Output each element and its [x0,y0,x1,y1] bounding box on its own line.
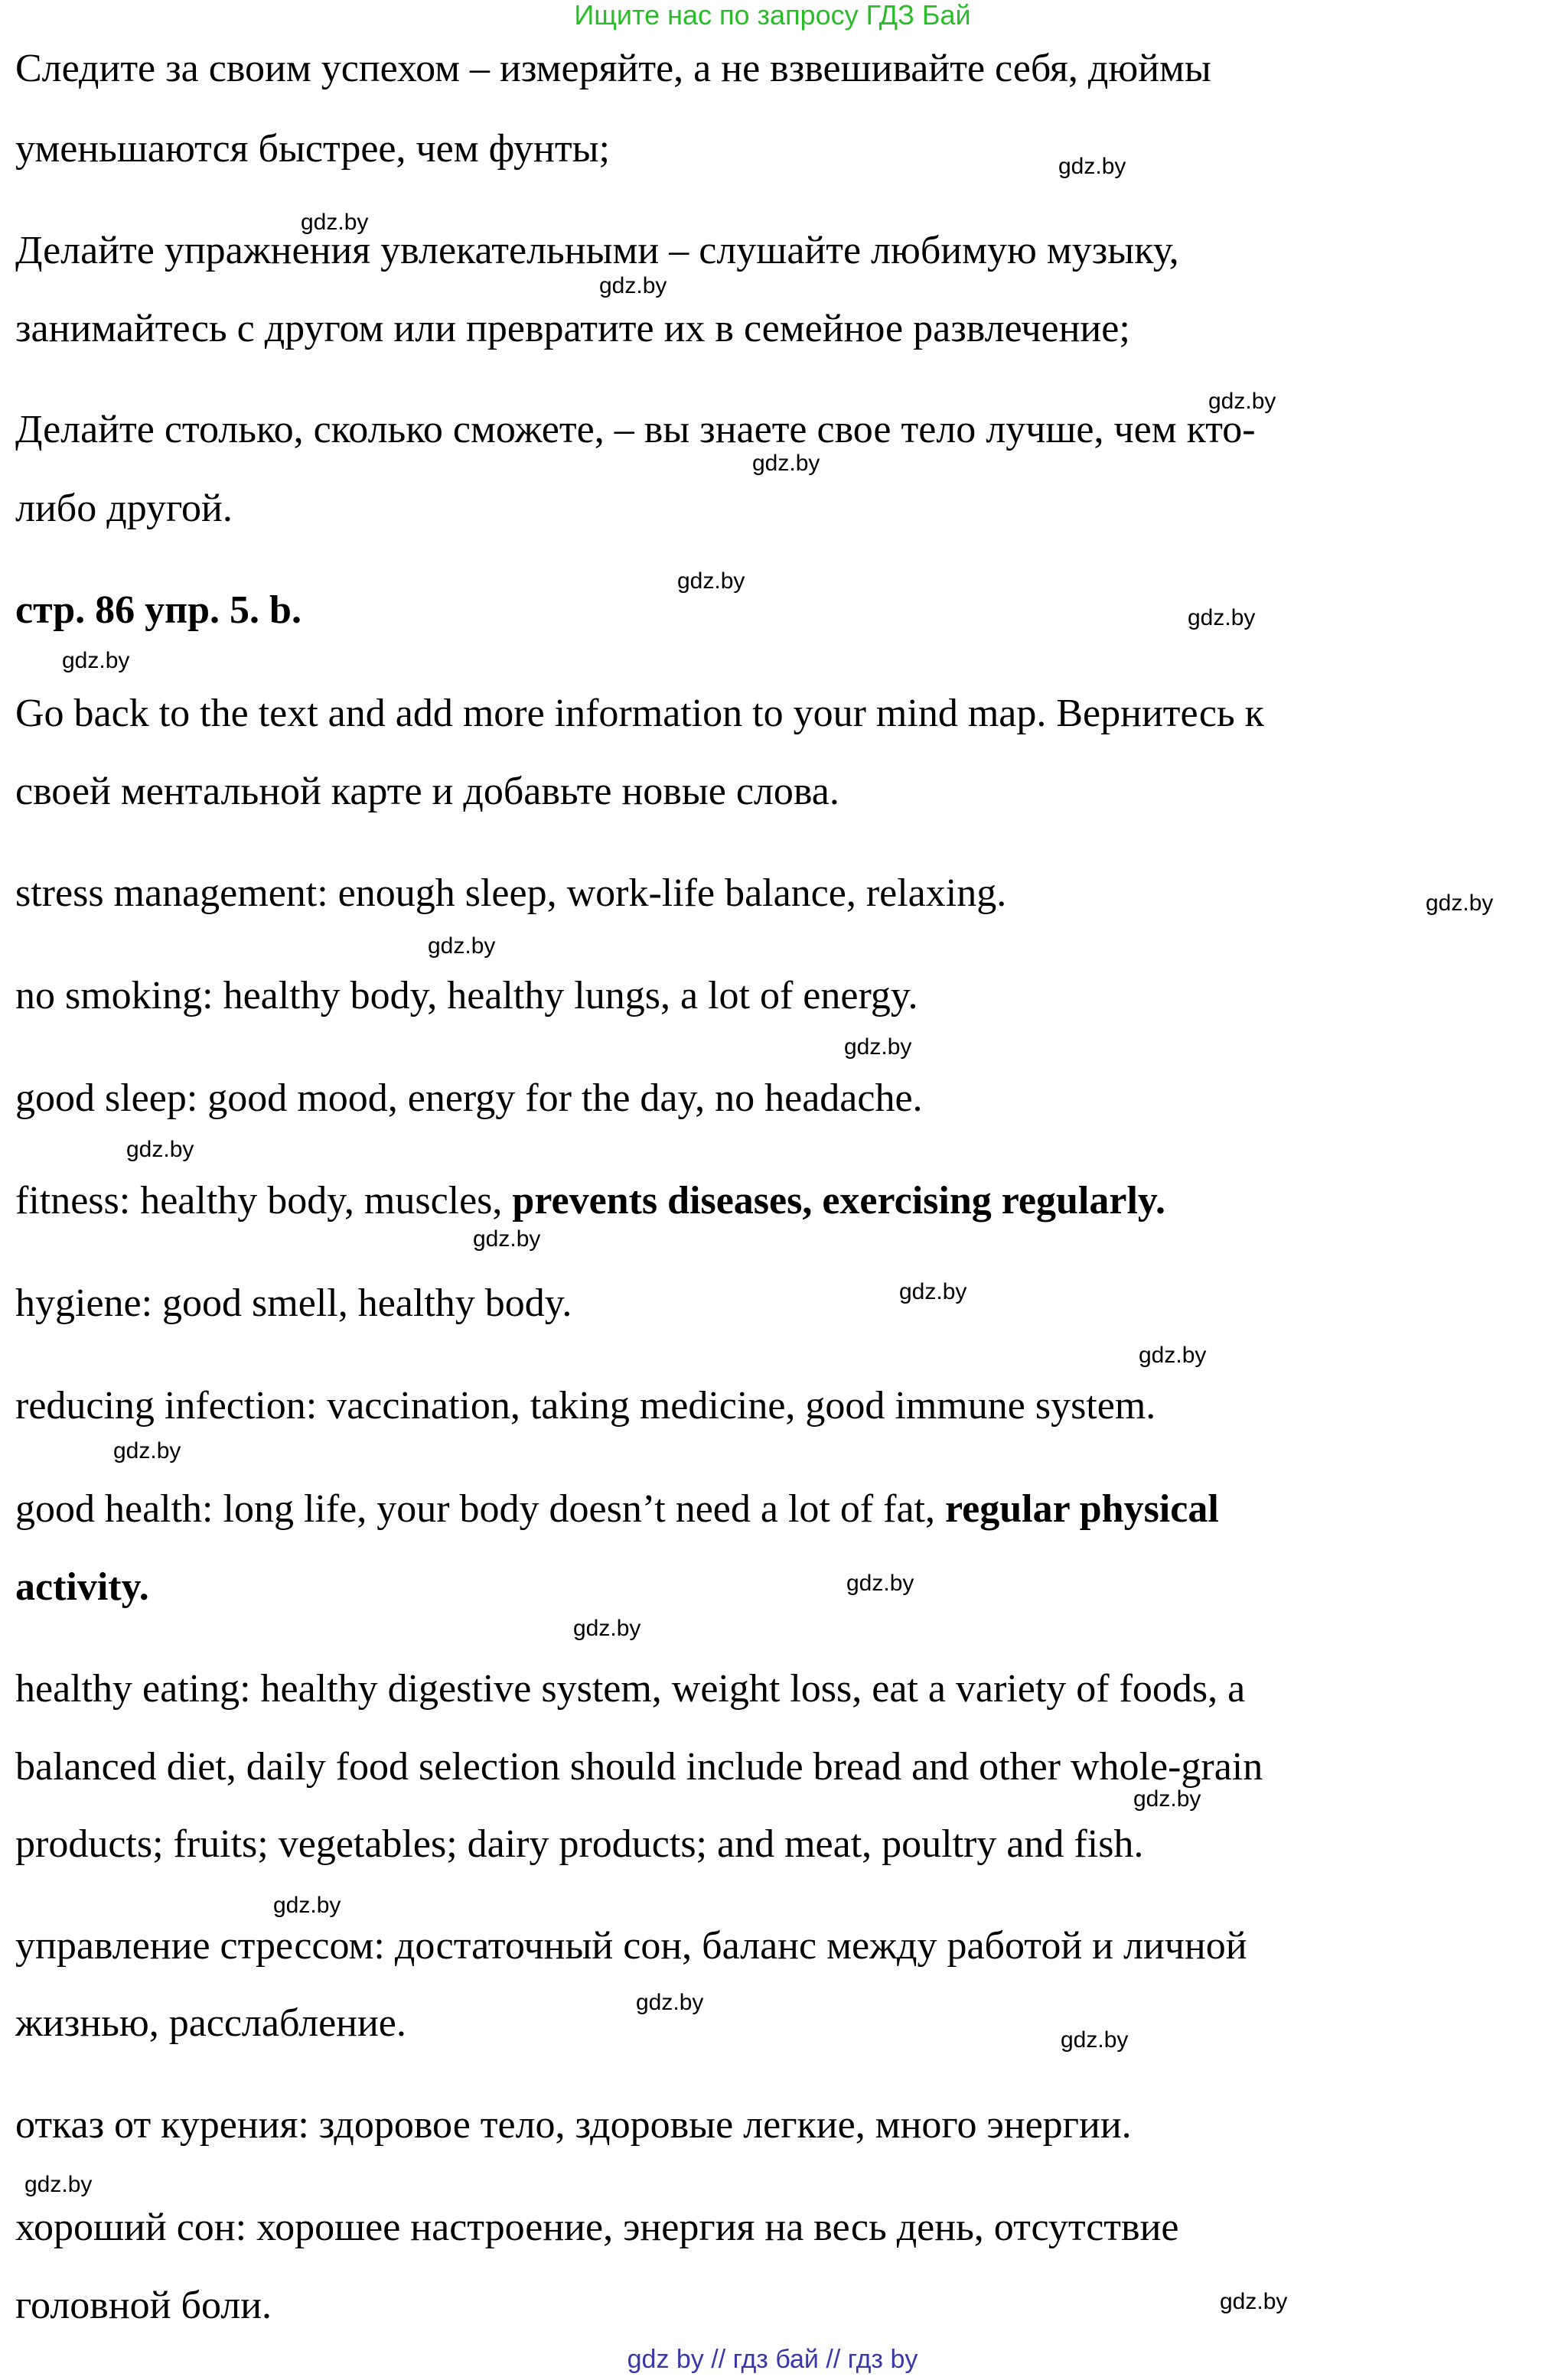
watermark: gdz.by [846,1571,914,1596]
paragraph-line: занимайтесь с другом или превратите их в семейное развлечение; [15,307,1130,350]
watermark: gdz.by [62,648,130,673]
watermark: gdz.by [573,1616,641,1641]
entry-bold-text: prevents diseases, exercising regularly. [512,1179,1166,1223]
paragraph-line: уменьшаются быстрее, чем фунты; [15,127,610,171]
mindmap-entry: reducing infection: vaccination, taking medicine, good immune system. [15,1384,1156,1428]
translation-entry: жизнью, расслабление. [15,2001,406,2045]
task-line: Go back to the text and add more information to your mind map. Вернитесь к [15,692,1264,735]
footer-links: gdz by // гдз бай // гдз by [627,2345,918,2374]
watermark: gdz.by [752,451,820,476]
watermark: gdz.by [273,1893,341,1918]
mindmap-entry: good sleep: good mood, energy for the day, no headache. [15,1076,923,1120]
paragraph-line: либо другой. [15,487,233,530]
mindmap-entry: stress management: enough sleep, work-life balance, relaxing. [15,871,1007,915]
entry-bold-text: regular physical [945,1487,1219,1531]
mindmap-entry [15,1486,1219,1532]
entry-text: good health: long life, your body doesn’t need a lot of fat, [15,1487,945,1531]
mindmap-entry: hygiene: good smell, healthy body. [15,1281,572,1325]
mindmap-entry: balanced diet, daily food selection should include bread and other whole-grain [15,1745,1263,1789]
exercise-heading: стр. 86 упр. 5. b. [15,588,302,632]
watermark: gdz.by [1188,605,1256,630]
paragraph-line: Следите за своим успехом – измеряйте, а не взвешивайте себя, дюймы [15,47,1211,90]
watermark: gdz.by [844,1034,912,1060]
watermark: gdz.by [24,2172,93,2197]
mindmap-entry: products; fruits; vegetables; dairy products; and meat, poultry and fish. [15,1822,1144,1866]
task-line: своей ментальной карте и добавьте новые слова. [15,770,839,813]
watermark: gdz.by [636,1990,704,2015]
watermark: gdz.by [126,1137,194,1162]
watermark: gdz.by [473,1226,541,1252]
translation-entry: управление стрессом: достаточный сон, баланс между работой и личной [15,1924,1247,1968]
entry-text: fitness: healthy body, muscles, [15,1179,513,1223]
watermark: gdz.by [1426,890,1494,916]
mindmap-entry [15,1178,1165,1224]
translation-entry: головной боли. [15,2284,272,2327]
watermark: gdz.by [1208,389,1276,414]
watermark: gdz.by [899,1279,967,1304]
watermark: gdz.by [301,210,369,235]
paragraph-line: Делайте упражнения увлекательными – слушайте любимую музыку, [15,229,1179,272]
translation-entry: хороший сон: хорошее настроение, энергия на весь день, отсутствие [15,2206,1179,2249]
header-search-hint: Ищите нас по запросу ГДЗ Бай [574,0,971,31]
paragraph-line: Делайте столько, сколько сможете, – вы знаете свое тело лучше, чем кто- [15,408,1256,451]
mindmap-entry: healthy eating: healthy digestive system, weight loss, eat a variety of foods, a [15,1667,1246,1711]
mindmap-entry: no smoking: healthy body, healthy lungs, a lot of energy. [15,974,918,1017]
watermark: gdz.by [1061,2027,1129,2053]
translation-entry: отказ от курения: здоровое тело, здоровые легкие, много энергии. [15,2103,1132,2147]
entry-bold-text: activity. [15,1565,149,1609]
watermark: gdz.by [599,273,667,298]
watermark: gdz.by [1133,1786,1201,1812]
watermark: gdz.by [1058,154,1126,179]
watermark: gdz.by [1139,1343,1207,1368]
watermark: gdz.by [428,933,496,959]
watermark: gdz.by [677,568,745,594]
watermark: gdz.by [113,1438,181,1463]
watermark: gdz.by [1220,2289,1288,2314]
